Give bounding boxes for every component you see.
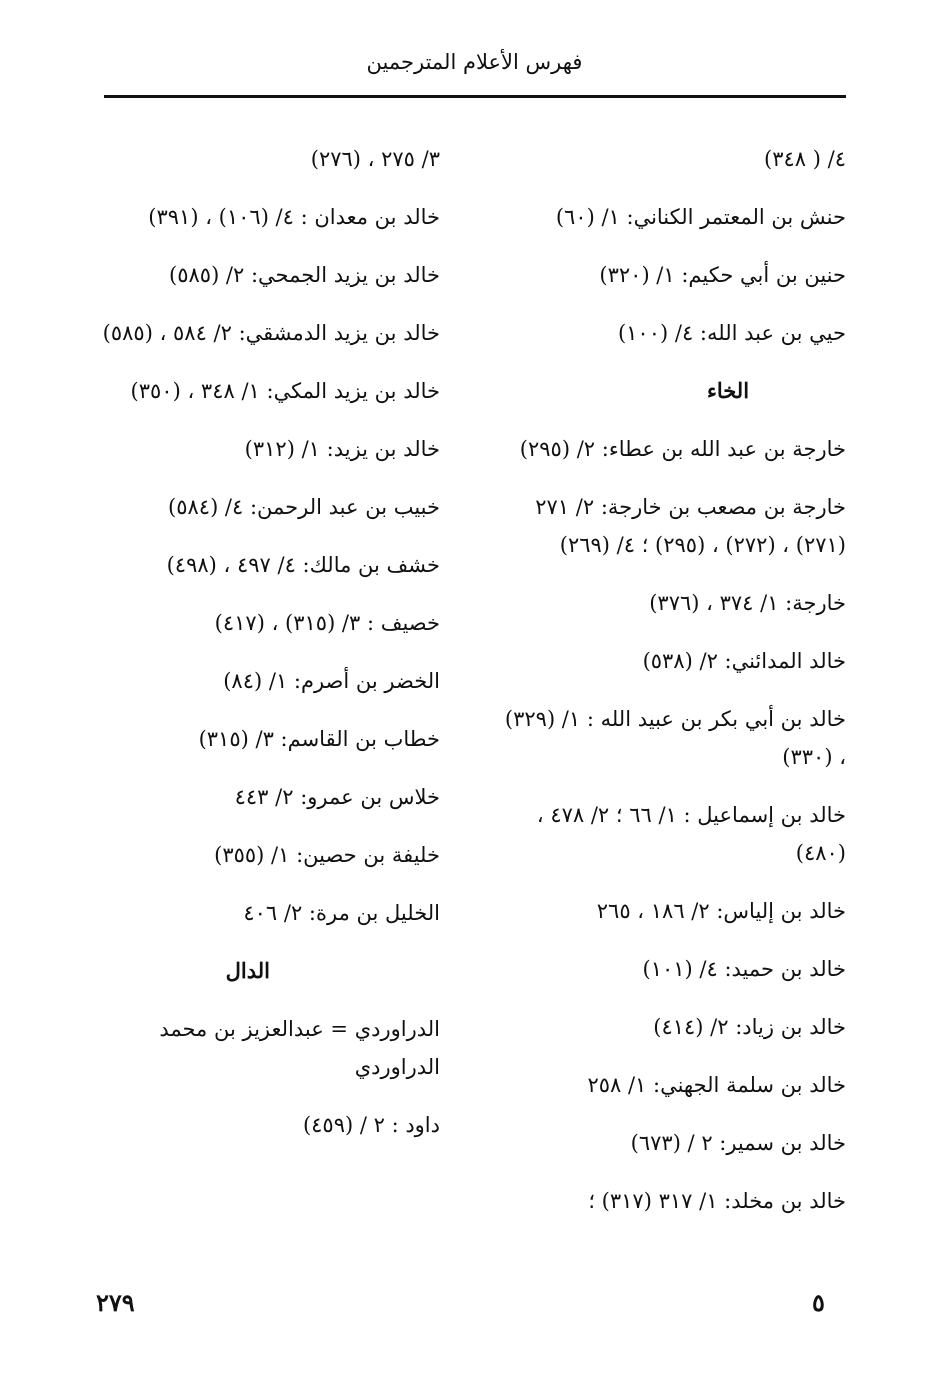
index-entry: خالد بن يزيد المكي: ١/ ٣٤٨ ، (٣٥٠) [130,379,440,403]
index-entry: ٣/ ٢٧٥ ، (٢٧٦) [310,147,440,171]
index-entry: حنين بن أبي حكيم: ١/ (٣٢٠) [599,263,846,287]
index-entry: خليفة بن حصين: ١/ (٣٥٥) [214,843,440,867]
index-entry: خالد بن إسماعيل : ١/ ٦٦ ؛ ٢/ ٤٧٨ ، (٤٨٠) [536,803,846,865]
index-entry: خالد بن سمير: ٢ / (٦٧٣) [630,1131,846,1155]
index-entry: خارجة بن عبد الله بن عطاء: ٢/ (٢٩٥) [519,437,846,461]
index-entry: خارجة: ١/ ٣٧٤ ، (٣٧٦) [649,591,846,615]
index-entry: خالد بن سلمة الجهني: ١/ ٢٥٨ [587,1073,846,1097]
page-number: ٢٧٩ [96,1288,135,1317]
header-rule [104,95,846,98]
index-entry: حيي بن عبد الله: ٤/ (١٠٠) [617,321,846,345]
index-entry: خطاب بن القاسم: ٣/ (٣١٥) [198,727,440,751]
left-column [94,140,440,1164]
page-header-title: فهرس الأعلام المترجمين [366,50,583,74]
section-heading-dal: الدال [225,958,270,983]
index-entry: الخليل بن مرة: ٢/ ٤٠٦ [243,901,440,925]
index-entry: الدراوردي = عبدالعزيز بن محمد الدراوردي [159,1017,440,1079]
index-entry: خالد بن إلياس: ٢/ ١٨٦ ، ٢٦٥ [596,899,846,923]
index-entry: الخضر بن أصرم: ١/ (٨٤) [223,669,440,693]
index-entry: خالد بن معدان : ٤/ (١٠٦) ، (٣٩١) [148,205,440,229]
index-entry: خالد المدائني: ٢/ (٥٣٨) [642,649,846,673]
index-entry: داود : ٢ / (٤٥٩) [302,1113,440,1137]
index-entry: حنش بن المعتمر الكناني: ١/ (٦٠) [555,205,846,229]
signature-mark: ٥ [812,1288,825,1317]
right-column [500,140,846,1240]
index-entry: خلاس بن عمرو: ٢/ ٤٤٣ [234,785,440,809]
index-entry: خشف بن مالك: ٤/ ٤٩٧ ، (٤٩٨) [166,553,440,577]
index-entry: خالد بن حميد: ٤/ (١٠١) [642,957,846,981]
section-heading-khaa: الخاء [706,378,750,403]
index-entry: خالد بن زياد: ٢/ (٤١٤) [653,1015,846,1039]
index-entry: ٤/ ( ٣٤٨) [764,147,846,171]
index-entry: خالد بن يزيد: ١/ (٣١٢) [244,437,440,461]
index-entry: خالد بن يزيد الجمحي: ٢/ (٥٨٥) [169,263,440,287]
index-entry: خبيب بن عبد الرحمن: ٤/ (٥٨٤) [168,495,440,519]
index-entry: خالد بن يزيد الدمشقي: ٢/ ٥٨٤ ، (٥٨٥) [102,321,440,345]
index-entry: خارجة بن مصعب بن خارجة: ٢/ ٢٧١ (٢٧١) ، (٢٧٢) ، (٢٩٥) ؛ ٤/ (٢٦٩) [535,495,846,557]
index-entry: خالد بن مخلد: ١/ ٣١٧ (٣١٧) ؛ [588,1189,846,1213]
index-entry: خالد بن أبي بكر بن عبيد الله : ١/ (٣٢٩) ، (٣٣٠) [504,707,846,769]
index-entry: خصيف : ٣/ (٣١٥) ، (٤١٧) [214,611,440,635]
